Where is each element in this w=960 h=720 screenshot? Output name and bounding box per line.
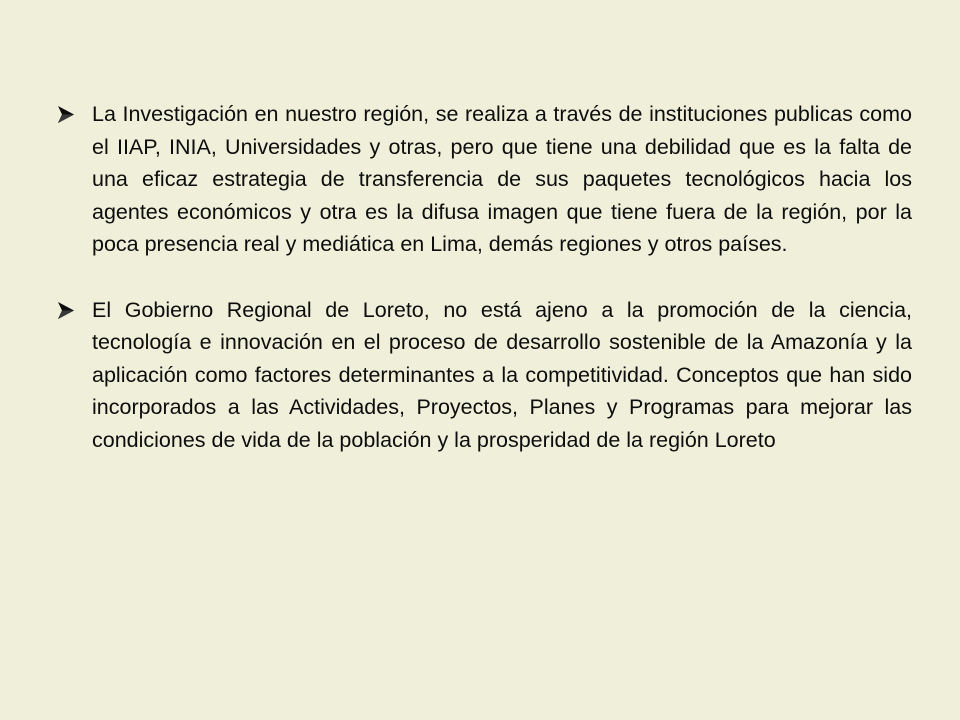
arrowhead-bullet-icon bbox=[57, 106, 74, 123]
bullet-item-regional-government bbox=[57, 294, 912, 457]
bullet-text: El Gobierno Regional de Loreto, no está ajeno a la promoción de la ciencia, tecnología e innovación en el proceso de desarrollo sostenible de la Amazonía y la aplicación como factores determinantes a la competitividad. Conceptos que han sido incorporados a las Actividades, Proyectos, Planes y Programas para mejorar las condiciones de vida de la población y la prosperidad de la región Loreto bbox=[92, 297, 912, 452]
bullet-text: La Investigación en nuestro región, se realiza a través de instituciones publicas como el IIAP, INIA, Universidades y otras, pero que tiene una debilidad que es la falta de una eficaz estrategia de transferencia de sus paquetes tecnológicos hacia los agentes económicos y otra es la difusa imagen que tiene fuera de la región, por la poca presencia real y mediática en Lima, demás regiones y otros países. bbox=[92, 102, 912, 256]
bullet-item-research bbox=[57, 98, 912, 261]
bullet-list bbox=[57, 98, 912, 456]
arrowhead-bullet-icon bbox=[57, 302, 74, 319]
